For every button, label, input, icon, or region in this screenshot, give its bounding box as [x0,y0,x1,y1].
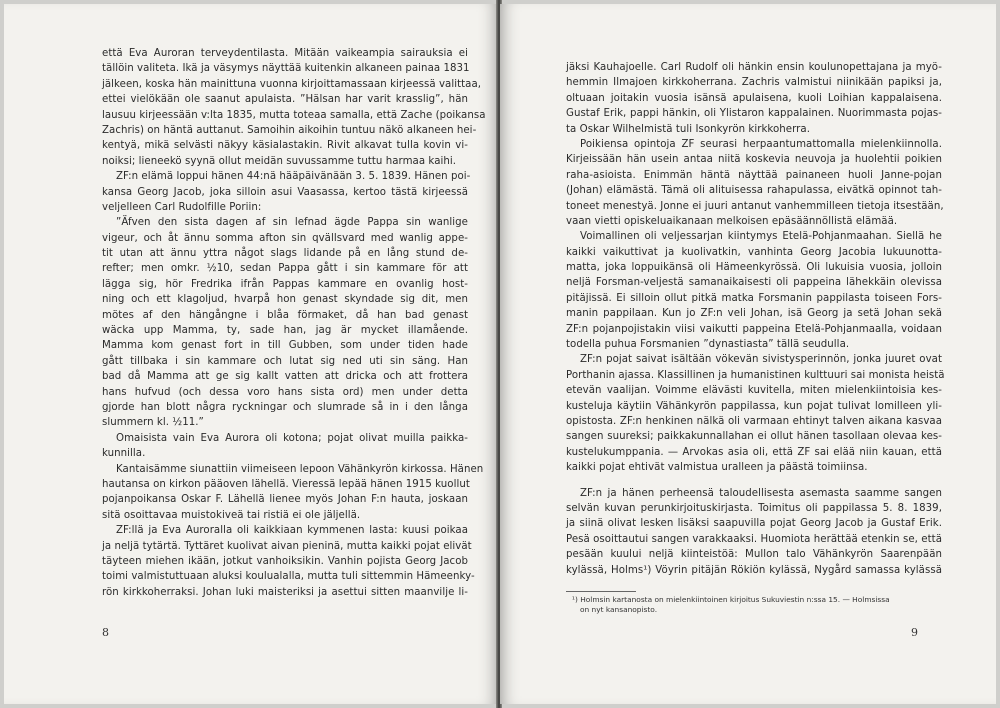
text-line: hautansa on kirkon pääoven lähellä. Vieressä lepää hänen 1915 kuollut [102,478,470,490]
text-line: toimi valmistuttuaan aluksi koulualalla, mutta tuli sittemmin Hämeenky- [102,571,475,583]
text-line: matta, joka loppuikänsä oli Hämeenkyrössä. Oli lukuisia vuosia, jolloin [566,262,942,274]
quote-line: wäcka upp Mamma, ty, sade han, jag är mycket illamående. [102,325,468,337]
footnote [566,595,942,615]
text-line: Pesä osoittautui sangen varakkaaksi. Huomiota herättää etenkin se, että [566,533,942,545]
text-line: että Eva Auroran terveydentilasta. Mitään vaikeampia sairauksia ei [102,48,468,59]
text-line: vaan vietti opiskeluaikanaan melkoisen epäsäännöllistä elämää. [566,215,898,227]
left-page-text [102,46,486,600]
text-line: (Johan) elämästä. Tämä oli alituisessa rahapulassa, eivätkä opinnot tah- [566,185,942,197]
text-line: neljä Forsman-veljestä samanaikaisesti oli pappeina lähekkäin olevissa [566,277,942,289]
text-line: ZF:n pojat saivat isältään vökevän sivistysperinnön, jonka juuret ovat [580,354,942,366]
text-line: sitä osoittavaa muistokiveä tai ristiä ei ole jäljellä. [102,509,361,521]
text-line: Omaisista vain Eva Aurora oli kotona; pojat olivat muilla paikka- [116,432,468,444]
text-line: ta Oskar Wilhelmistä tuli Isonkyrön kirkkoherra. [566,123,810,135]
text-line: ja neljä tytärtä. Tyttäret kuolivat aivan pieninä, mutta kaikki pojat elivät [102,540,472,552]
text-line: Porthanin ajassa. Klassillinen ja humanistinen kulttuuri sai monista heistä [566,369,945,381]
text-line: noiksi; lieneekö syynä ollut meidän suvussamme tuttu harmaa kaihi. [102,155,457,167]
text-line: Kantaisämme siunattiin viimeiseen lepoon Vähänkyrön kirkossa. Hänen [116,463,484,475]
quote-line: lägga sig, hör Fredrika ifrån Pappas kammare en ovanlig host- [102,278,468,290]
text-line: jäksi Kauhajoelle. Carl Rudolf oli hänkin ensin koulunopettajana ja myö- [566,62,942,73]
text-line: Voimallinen oli veljessarjan kiintymys Etelä-Pohjanmaahan. Siellä he [580,231,942,243]
text-line: veljelleen Carl Rudolfille Poriin: [102,201,262,213]
text-line: Poikiensa opintoja ZF seurasi herpaantumattomalla mielenkiinnolla. [580,138,942,150]
quote-line: mötes af den hängångne i blåa förmaket, då han bad genast [102,309,468,321]
text-line: ettei vielökään ole saanut apulaista. ”Hälsan har varit krasslig”, hän [102,94,468,106]
left-page [4,4,498,704]
text-line: selvän kuvan perunkirjoituskirjasta. Toimitus oli pappilassa 5. 8. 1839, [566,502,942,514]
text-line: hemmin Ilmajoen kirkkoherrana. Zachris valmistui niinikään papiksi ja, [566,77,942,89]
text-line: Gustaf Erik, pappi hänkin, oli Ylistaron kappalainen. Nuorimmasta pojas- [566,108,942,120]
text-line: oltuaan joitakin vuosia isänsä apulaisena, kuoli Loihian kappalaisena. [566,92,942,104]
quote-line: bad då Mamma att ge sig kallt vatten att dricka och att frottera [102,371,468,383]
text-line: täyteen miehen ikään, jotkut vanhoiksikin. Vanhin pojista Georg Jacob [102,555,468,567]
text-line: ZF:llä ja Eva Auroralla oli kaikkiaan kymmenen lasta: kuusi poikaa [116,525,468,537]
text-line: opistosta. ZF:n henkinen nälkä oli varmaan ehtinyt talven aikana kasvaa [566,415,942,427]
paragraph-gap [566,476,942,486]
text-line: kylässä, Holms¹) Vöyrin pitäjän Rökiön kylässä, Nygård samassa kylässä [566,564,942,576]
text-line: manin pappilaan. Kun jo ZF:n veli Johan, isä Georg ja setä Johan sekä [566,308,942,320]
text-line: raha-asioista. Enimmän häntä näyttää painaneen huoli Janne-pojan [566,169,942,181]
quote-line: Mamma kom genast fort in till Gubben, som under tiden hade [102,340,468,352]
right-page [500,4,996,704]
text-line: sangen suureksi; paikkakunnallahan ei ollut hänen tasollaan olevaa kes- [566,431,942,443]
text-line: ja siinä olivat lesken lisäksi saapuvilla pojat Georg Jacob ja Gustaf Erik. [566,518,942,530]
footnote-line: ¹) Holmsin kartanosta on mielenkiintoinen kirjoitus Sukuviestin n:ssa 15. — Holmsissa [572,595,890,604]
text-line: todella puhua Forsmanien ”dynastiasta” tällä seudulla. [566,339,850,351]
quote-line: gått tillbaka i sin kammare och lutat sig ned uti sin säng. Han [102,355,468,367]
text-line: kusteluja käytiin Vähänkyrön pappilassa, kun pojat tulivat lomilleen yli- [566,400,942,412]
quote-line: ”Äfven den sista dagen af sin lefnad ägde Pappa sin wanlige [116,217,468,229]
quote-line: ning och ett klagoljud, hvarpå hon genast skyndade sig dit, men [102,294,468,306]
quote-line: vigeur, och åt ännu somma afton sin qvällsvard med wanlig appe- [102,232,468,244]
page-number: 9 [911,626,918,639]
text-line: toneet menestyä. Jonne ei juuri antanut vanhemmilleen tietoja itsestään, [566,200,944,212]
footnote-line: on nyt kansanopisto. [580,605,658,614]
text-line: Kirjeissään hän usein antaa niitä koskevia neuvoja ja huolehtii poikien [566,154,942,166]
right-page-text [566,60,945,578]
text-line: kentyä, mikä selvästi näkyy käsialastakin. Rivit alkavat tulla kovin vi- [102,140,468,152]
text-line: kansa Georg Jacob, joka silloin asui Vaasassa, kertoo tästä kirjeessä [102,186,468,198]
quote-line: refter; men omkr. ½10, sedan Pappa gått i sin kammare för att [102,263,468,275]
quote-line: hans hufvud (och dessa voro hans sista ord) men under detta [102,386,468,398]
text-line: Zachris) on häntä auttanut. Samoihin aikoihin tuntuu näkö alkaneen hei- [102,124,477,136]
quote-line: tit utan att ännu yttra något slags lidande på en lång stund de- [102,248,468,260]
text-line: pitäjissä. Ei silloin ollut pitkä matka Forsmanin pappilasta toiseen Fors- [566,292,942,304]
text-line: ZF:n pojanpojistakin viisi vaikutti pappeina Etelä-Pohjanmaalla, voidaan [566,323,942,335]
quote-line: slummern kl. ½11.” [102,417,204,429]
text-line: kunnilla. [102,448,146,460]
text-line: tällöin valiteta. Ikä ja väsymys näyttää kuitenkin alkaneen painaa 1831 [102,63,470,75]
footnote-rule [566,591,636,592]
text-line: lausuu kirjeessään v:lta 1835, mutta toteaa samalla, että Zache (poikansa [102,109,486,121]
quote-line: gjorde han blott några ryckningar och slumrade så in i den långa [102,401,468,413]
text-line: pesään kuului neljä kiinteistöä: Mullon talo Vähänkyrön Saarenpään [566,549,942,561]
text-line: pojanpoikansa Oskar F. Lähellä lienee myös Johan F:n hauta, joskaan [102,494,468,506]
text-line: kaikki vaikuttivat ja kuolivatkin, vanhinta Georg Jacobia lukuunotta- [566,246,942,258]
text-line: jälkeen, koska hän mainittuna vuonna kirjoittamassaan kirjeessä valittaa, [102,78,482,90]
text-line: kaikki pojat ehtivät valmistua uralleen ja päästä toimiinsa. [566,462,868,474]
text-line: ZF:n elämä loppui hänen 44:nä hääpäivänään 3. 5. 1839. Hänen poi- [116,171,471,183]
text-line: etevän vaalijan. Voimme elävästi kuvitella, miten mielenkiintoisia kes- [566,385,942,397]
text-line: kustelukumppania. — Arvokas asia oli, että ZF sai elää niin kauan, että [566,446,942,458]
text-line: rön kirkkoherraksi. Johan luki maisteriksi ja asettui sitten maanvilje li- [102,586,468,598]
page-number: 8 [102,626,109,639]
text-line: ZF:n ja hänen perheensä taloudellisesta asemasta saamme sangen [580,487,942,499]
